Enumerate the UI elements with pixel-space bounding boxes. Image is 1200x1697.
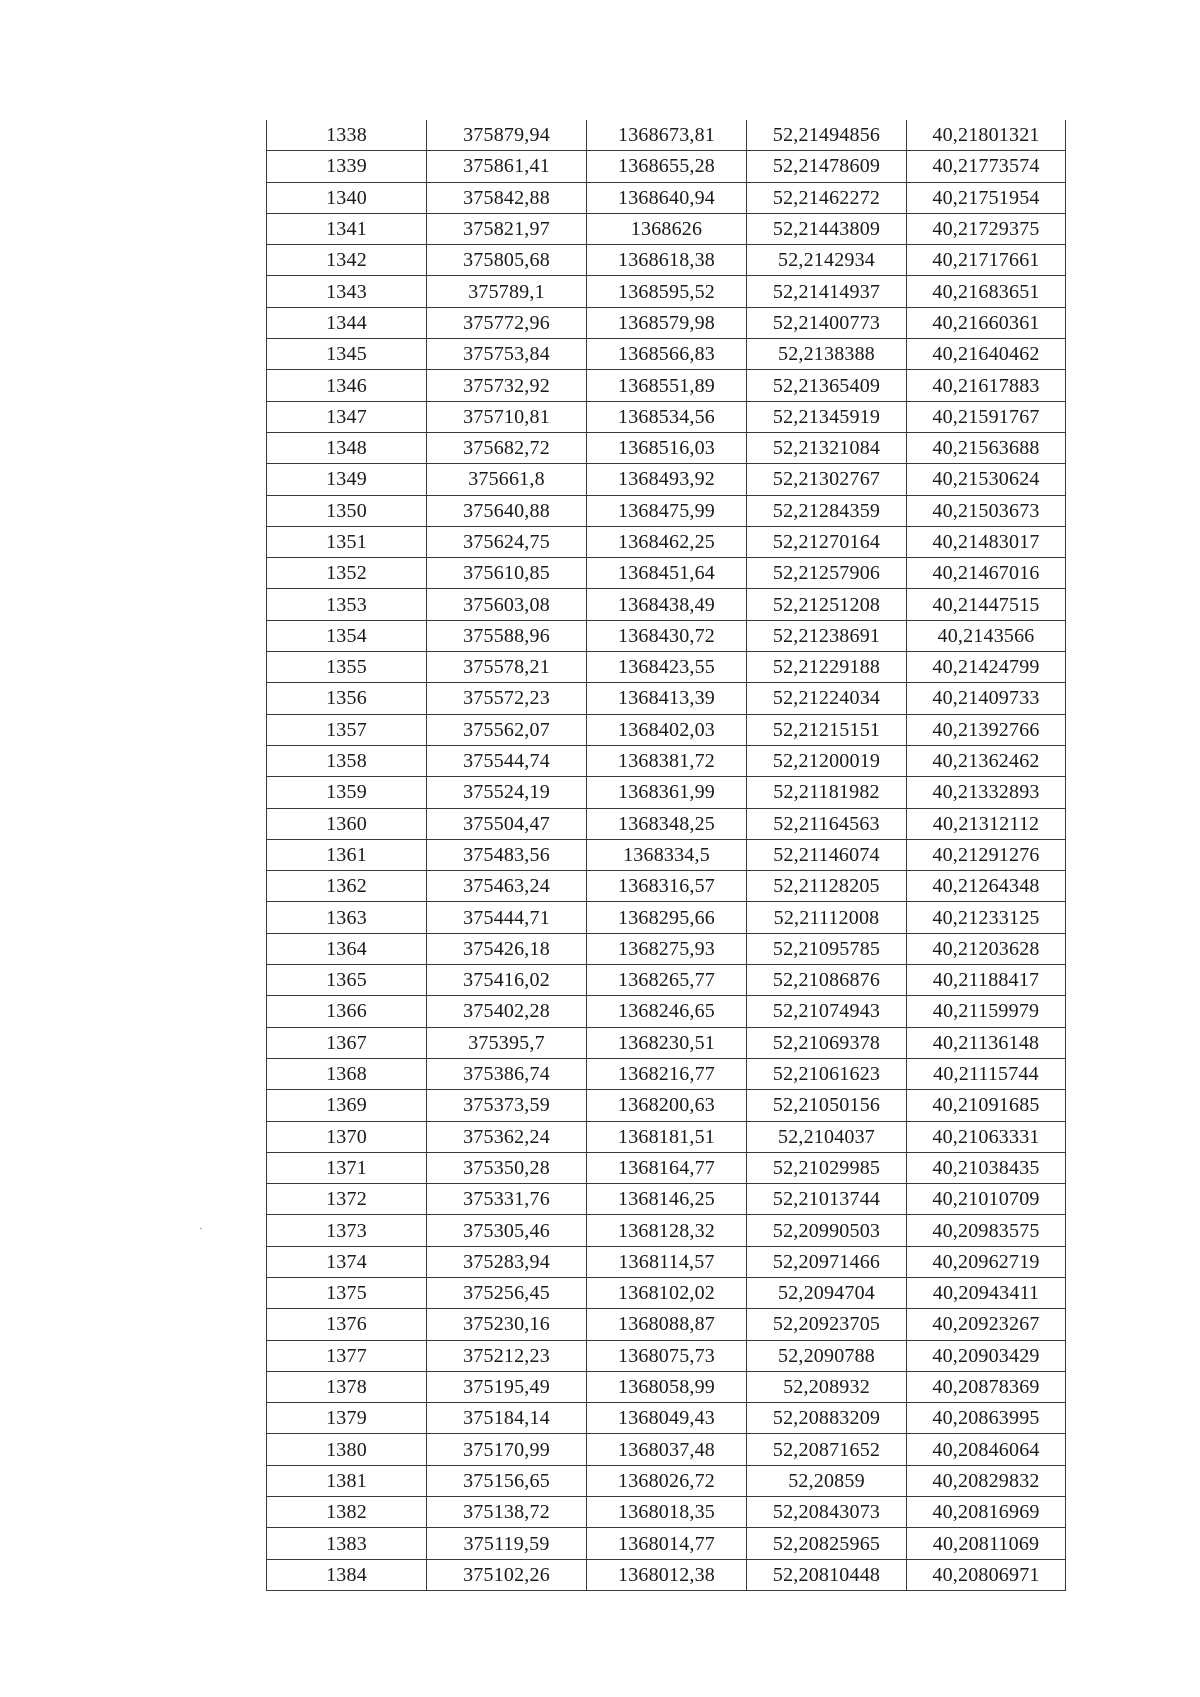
table-row	[267, 464, 1066, 495]
y-coordinate-cell: 1368462,25	[587, 526, 747, 557]
x-coordinate-cell: 375402,28	[427, 996, 587, 1027]
point-number-cell: 1359	[267, 777, 427, 808]
longitude-cell: 40,21617883	[907, 370, 1066, 401]
table-row	[267, 120, 1066, 151]
y-coordinate-cell: 1368413,39	[587, 683, 747, 714]
y-coordinate-cell: 1368018,35	[587, 1497, 747, 1528]
latitude-cell: 52,2138388	[747, 339, 907, 370]
y-coordinate-cell: 1368012,38	[587, 1559, 747, 1590]
table-row	[267, 1152, 1066, 1183]
longitude-cell: 40,21010709	[907, 1184, 1066, 1215]
y-coordinate-cell: 1368361,99	[587, 777, 747, 808]
y-coordinate-cell: 1368265,77	[587, 965, 747, 996]
longitude-cell: 40,21424799	[907, 652, 1066, 683]
table-row	[267, 1465, 1066, 1496]
point-number-cell: 1384	[267, 1559, 427, 1590]
x-coordinate-cell: 375710,81	[427, 401, 587, 432]
table-row	[267, 1184, 1066, 1215]
latitude-cell: 52,20843073	[747, 1497, 907, 1528]
latitude-cell: 52,21013744	[747, 1184, 907, 1215]
y-coordinate-cell: 1368534,56	[587, 401, 747, 432]
latitude-cell: 52,2104037	[747, 1121, 907, 1152]
latitude-cell: 52,21181982	[747, 777, 907, 808]
y-coordinate-cell: 1368402,03	[587, 714, 747, 745]
table-row	[267, 213, 1066, 244]
longitude-cell: 40,21640462	[907, 339, 1066, 370]
y-coordinate-cell: 1368348,25	[587, 808, 747, 839]
x-coordinate-cell: 375212,23	[427, 1340, 587, 1371]
longitude-cell: 40,21591767	[907, 401, 1066, 432]
latitude-cell: 52,21365409	[747, 370, 907, 401]
x-coordinate-cell: 375578,21	[427, 652, 587, 683]
longitude-cell: 40,21409733	[907, 683, 1066, 714]
latitude-cell: 52,20810448	[747, 1559, 907, 1590]
x-coordinate-cell: 375426,18	[427, 933, 587, 964]
point-number-cell: 1347	[267, 401, 427, 432]
longitude-cell: 40,21115744	[907, 1058, 1066, 1089]
point-number-cell: 1370	[267, 1121, 427, 1152]
point-number-cell: 1381	[267, 1465, 427, 1496]
point-number-cell: 1355	[267, 652, 427, 683]
longitude-cell: 40,20806971	[907, 1559, 1066, 1590]
point-number-cell: 1351	[267, 526, 427, 557]
table-row	[267, 276, 1066, 307]
point-number-cell: 1339	[267, 151, 427, 182]
longitude-cell: 40,21159979	[907, 996, 1066, 1027]
point-number-cell: 1382	[267, 1497, 427, 1528]
latitude-cell: 52,21061623	[747, 1058, 907, 1089]
point-number-cell: 1341	[267, 213, 427, 244]
longitude-cell: 40,21751954	[907, 182, 1066, 213]
point-number-cell: 1338	[267, 120, 427, 151]
point-number-cell: 1356	[267, 683, 427, 714]
latitude-cell: 52,21270164	[747, 526, 907, 557]
longitude-cell: 40,21091685	[907, 1090, 1066, 1121]
x-coordinate-cell: 375879,94	[427, 120, 587, 151]
table-row	[267, 1215, 1066, 1246]
y-coordinate-cell: 1368246,65	[587, 996, 747, 1027]
x-coordinate-cell: 375444,71	[427, 902, 587, 933]
longitude-cell: 40,20878369	[907, 1371, 1066, 1402]
latitude-cell: 52,21095785	[747, 933, 907, 964]
table-row	[267, 683, 1066, 714]
x-coordinate-cell: 375416,02	[427, 965, 587, 996]
latitude-cell: 52,21478609	[747, 151, 907, 182]
table-row	[267, 902, 1066, 933]
latitude-cell: 52,20923705	[747, 1309, 907, 1340]
table-row	[267, 996, 1066, 1027]
longitude-cell: 40,21801321	[907, 120, 1066, 151]
table-row	[267, 432, 1066, 463]
scan-speck	[200, 1228, 202, 1229]
longitude-cell: 40,21136148	[907, 1027, 1066, 1058]
y-coordinate-cell: 1368164,77	[587, 1152, 747, 1183]
x-coordinate-cell: 375483,56	[427, 839, 587, 870]
point-number-cell: 1374	[267, 1246, 427, 1277]
table-row	[267, 808, 1066, 839]
longitude-cell: 40,20829832	[907, 1465, 1066, 1496]
table-row	[267, 1121, 1066, 1152]
table-row	[267, 370, 1066, 401]
x-coordinate-cell: 375732,92	[427, 370, 587, 401]
table-row	[267, 1058, 1066, 1089]
point-number-cell: 1364	[267, 933, 427, 964]
longitude-cell: 40,20863995	[907, 1403, 1066, 1434]
table-row	[267, 839, 1066, 870]
y-coordinate-cell: 1368230,51	[587, 1027, 747, 1058]
table-row	[267, 151, 1066, 182]
latitude-cell: 52,20990503	[747, 1215, 907, 1246]
longitude-cell: 40,21291276	[907, 839, 1066, 870]
point-number-cell: 1348	[267, 432, 427, 463]
coordinates-table-body	[267, 120, 1066, 1590]
latitude-cell: 52,21086876	[747, 965, 907, 996]
table-row	[267, 495, 1066, 526]
y-coordinate-cell: 1368475,99	[587, 495, 747, 526]
y-coordinate-cell: 1368438,49	[587, 589, 747, 620]
latitude-cell: 52,20883209	[747, 1403, 907, 1434]
x-coordinate-cell: 375544,74	[427, 745, 587, 776]
table-row	[267, 1403, 1066, 1434]
y-coordinate-cell: 1368037,48	[587, 1434, 747, 1465]
y-coordinate-cell: 1368451,64	[587, 558, 747, 589]
x-coordinate-cell: 375772,96	[427, 307, 587, 338]
table-row	[267, 1340, 1066, 1371]
longitude-cell: 40,21447515	[907, 589, 1066, 620]
x-coordinate-cell: 375230,16	[427, 1309, 587, 1340]
table-row	[267, 652, 1066, 683]
longitude-cell: 40,21683651	[907, 276, 1066, 307]
point-number-cell: 1350	[267, 495, 427, 526]
latitude-cell: 52,20971466	[747, 1246, 907, 1277]
latitude-cell: 52,21251208	[747, 589, 907, 620]
x-coordinate-cell: 375753,84	[427, 339, 587, 370]
point-number-cell: 1377	[267, 1340, 427, 1371]
point-number-cell: 1349	[267, 464, 427, 495]
point-number-cell: 1378	[267, 1371, 427, 1402]
y-coordinate-cell: 1368334,5	[587, 839, 747, 870]
y-coordinate-cell: 1368058,99	[587, 1371, 747, 1402]
latitude-cell: 52,21284359	[747, 495, 907, 526]
latitude-cell: 52,21443809	[747, 213, 907, 244]
longitude-cell: 40,20923267	[907, 1309, 1066, 1340]
longitude-cell: 40,2143566	[907, 620, 1066, 651]
y-coordinate-cell: 1368595,52	[587, 276, 747, 307]
point-number-cell: 1357	[267, 714, 427, 745]
latitude-cell: 52,208932	[747, 1371, 907, 1402]
longitude-cell: 40,21773574	[907, 151, 1066, 182]
table-row	[267, 1371, 1066, 1402]
point-number-cell: 1353	[267, 589, 427, 620]
y-coordinate-cell: 1368316,57	[587, 871, 747, 902]
latitude-cell: 52,21229188	[747, 652, 907, 683]
table-row	[267, 526, 1066, 557]
longitude-cell: 40,21203628	[907, 933, 1066, 964]
y-coordinate-cell: 1368640,94	[587, 182, 747, 213]
longitude-cell: 40,21660361	[907, 307, 1066, 338]
y-coordinate-cell: 1368516,03	[587, 432, 747, 463]
longitude-cell: 40,21503673	[907, 495, 1066, 526]
longitude-cell: 40,21264348	[907, 871, 1066, 902]
x-coordinate-cell: 375395,7	[427, 1027, 587, 1058]
latitude-cell: 52,21069378	[747, 1027, 907, 1058]
latitude-cell: 52,2090788	[747, 1340, 907, 1371]
table-row	[267, 1246, 1066, 1277]
x-coordinate-cell: 375624,75	[427, 526, 587, 557]
table-row	[267, 1277, 1066, 1308]
point-number-cell: 1373	[267, 1215, 427, 1246]
y-coordinate-cell: 1368102,02	[587, 1277, 747, 1308]
x-coordinate-cell: 375386,74	[427, 1058, 587, 1089]
point-number-cell: 1361	[267, 839, 427, 870]
latitude-cell: 52,20859	[747, 1465, 907, 1496]
y-coordinate-cell: 1368026,72	[587, 1465, 747, 1496]
longitude-cell: 40,20846064	[907, 1434, 1066, 1465]
latitude-cell: 52,21238691	[747, 620, 907, 651]
x-coordinate-cell: 375610,85	[427, 558, 587, 589]
x-coordinate-cell: 375661,8	[427, 464, 587, 495]
longitude-cell: 40,20983575	[907, 1215, 1066, 1246]
x-coordinate-cell: 375640,88	[427, 495, 587, 526]
longitude-cell: 40,20903429	[907, 1340, 1066, 1371]
y-coordinate-cell: 1368295,66	[587, 902, 747, 933]
longitude-cell: 40,21483017	[907, 526, 1066, 557]
longitude-cell: 40,20811069	[907, 1528, 1066, 1559]
longitude-cell: 40,21188417	[907, 965, 1066, 996]
y-coordinate-cell: 1368181,51	[587, 1121, 747, 1152]
latitude-cell: 52,21257906	[747, 558, 907, 589]
table-row	[267, 1090, 1066, 1121]
table-row	[267, 871, 1066, 902]
x-coordinate-cell: 375682,72	[427, 432, 587, 463]
x-coordinate-cell: 375588,96	[427, 620, 587, 651]
table-row	[267, 1309, 1066, 1340]
latitude-cell: 52,21200019	[747, 745, 907, 776]
point-number-cell: 1366	[267, 996, 427, 1027]
y-coordinate-cell: 1368114,57	[587, 1246, 747, 1277]
point-number-cell: 1352	[267, 558, 427, 589]
longitude-cell: 40,21530624	[907, 464, 1066, 495]
latitude-cell: 52,21462272	[747, 182, 907, 213]
latitude-cell: 52,21128205	[747, 871, 907, 902]
longitude-cell: 40,21729375	[907, 213, 1066, 244]
x-coordinate-cell: 375331,76	[427, 1184, 587, 1215]
y-coordinate-cell: 1368579,98	[587, 307, 747, 338]
longitude-cell: 40,21233125	[907, 902, 1066, 933]
x-coordinate-cell: 375842,88	[427, 182, 587, 213]
y-coordinate-cell: 1368626	[587, 213, 747, 244]
longitude-cell: 40,21467016	[907, 558, 1066, 589]
x-coordinate-cell: 375504,47	[427, 808, 587, 839]
x-coordinate-cell: 375463,24	[427, 871, 587, 902]
coordinates-table	[266, 120, 1066, 1591]
x-coordinate-cell: 375195,49	[427, 1371, 587, 1402]
x-coordinate-cell: 375305,46	[427, 1215, 587, 1246]
x-coordinate-cell: 375524,19	[427, 777, 587, 808]
table-row	[267, 777, 1066, 808]
table-row	[267, 401, 1066, 432]
point-number-cell: 1346	[267, 370, 427, 401]
table-row	[267, 1027, 1066, 1058]
point-number-cell: 1365	[267, 965, 427, 996]
table-row	[267, 933, 1066, 964]
y-coordinate-cell: 1368423,55	[587, 652, 747, 683]
point-number-cell: 1358	[267, 745, 427, 776]
x-coordinate-cell: 375184,14	[427, 1403, 587, 1434]
x-coordinate-cell: 375256,45	[427, 1277, 587, 1308]
longitude-cell: 40,21717661	[907, 245, 1066, 276]
latitude-cell: 52,21050156	[747, 1090, 907, 1121]
table-row	[267, 558, 1066, 589]
latitude-cell: 52,21215151	[747, 714, 907, 745]
x-coordinate-cell: 375572,23	[427, 683, 587, 714]
table-row	[267, 245, 1066, 276]
point-number-cell: 1376	[267, 1309, 427, 1340]
y-coordinate-cell: 1368566,83	[587, 339, 747, 370]
y-coordinate-cell: 1368618,38	[587, 245, 747, 276]
longitude-cell: 40,21362462	[907, 745, 1066, 776]
y-coordinate-cell: 1368128,32	[587, 1215, 747, 1246]
x-coordinate-cell: 375283,94	[427, 1246, 587, 1277]
longitude-cell: 40,20943411	[907, 1277, 1066, 1308]
longitude-cell: 40,21038435	[907, 1152, 1066, 1183]
y-coordinate-cell: 1368049,43	[587, 1403, 747, 1434]
point-number-cell: 1369	[267, 1090, 427, 1121]
latitude-cell: 52,21321084	[747, 432, 907, 463]
latitude-cell: 52,21074943	[747, 996, 907, 1027]
x-coordinate-cell: 375603,08	[427, 589, 587, 620]
y-coordinate-cell: 1368014,77	[587, 1528, 747, 1559]
longitude-cell: 40,21063331	[907, 1121, 1066, 1152]
latitude-cell: 52,21164563	[747, 808, 907, 839]
latitude-cell: 52,21345919	[747, 401, 907, 432]
x-coordinate-cell: 375821,97	[427, 213, 587, 244]
x-coordinate-cell: 375156,65	[427, 1465, 587, 1496]
x-coordinate-cell: 375562,07	[427, 714, 587, 745]
latitude-cell: 52,21302767	[747, 464, 907, 495]
x-coordinate-cell: 375138,72	[427, 1497, 587, 1528]
y-coordinate-cell: 1368493,92	[587, 464, 747, 495]
longitude-cell: 40,21312112	[907, 808, 1066, 839]
point-number-cell: 1368	[267, 1058, 427, 1089]
longitude-cell: 40,20962719	[907, 1246, 1066, 1277]
x-coordinate-cell: 375170,99	[427, 1434, 587, 1465]
latitude-cell: 52,2094704	[747, 1277, 907, 1308]
x-coordinate-cell: 375861,41	[427, 151, 587, 182]
y-coordinate-cell: 1368146,25	[587, 1184, 747, 1215]
point-number-cell: 1344	[267, 307, 427, 338]
y-coordinate-cell: 1368551,89	[587, 370, 747, 401]
latitude-cell: 52,21494856	[747, 120, 907, 151]
point-number-cell: 1383	[267, 1528, 427, 1559]
x-coordinate-cell: 375350,28	[427, 1152, 587, 1183]
x-coordinate-cell: 375373,59	[427, 1090, 587, 1121]
point-number-cell: 1380	[267, 1434, 427, 1465]
point-number-cell: 1345	[267, 339, 427, 370]
latitude-cell: 52,21224034	[747, 683, 907, 714]
point-number-cell: 1354	[267, 620, 427, 651]
longitude-cell: 40,20816969	[907, 1497, 1066, 1528]
y-coordinate-cell: 1368088,87	[587, 1309, 747, 1340]
table-row	[267, 1434, 1066, 1465]
point-number-cell: 1343	[267, 276, 427, 307]
point-number-cell: 1372	[267, 1184, 427, 1215]
x-coordinate-cell: 375789,1	[427, 276, 587, 307]
y-coordinate-cell: 1368673,81	[587, 120, 747, 151]
table-row	[267, 965, 1066, 996]
point-number-cell: 1363	[267, 902, 427, 933]
point-number-cell: 1360	[267, 808, 427, 839]
table-row	[267, 307, 1066, 338]
table-row	[267, 620, 1066, 651]
latitude-cell: 52,20825965	[747, 1528, 907, 1559]
y-coordinate-cell: 1368430,72	[587, 620, 747, 651]
x-coordinate-cell: 375119,59	[427, 1528, 587, 1559]
y-coordinate-cell: 1368275,93	[587, 933, 747, 964]
x-coordinate-cell: 375102,26	[427, 1559, 587, 1590]
point-number-cell: 1362	[267, 871, 427, 902]
latitude-cell: 52,21029985	[747, 1152, 907, 1183]
latitude-cell: 52,20871652	[747, 1434, 907, 1465]
longitude-cell: 40,21563688	[907, 432, 1066, 463]
y-coordinate-cell: 1368216,77	[587, 1058, 747, 1089]
table-row	[267, 1559, 1066, 1590]
table-row	[267, 339, 1066, 370]
longitude-cell: 40,21392766	[907, 714, 1066, 745]
y-coordinate-cell: 1368381,72	[587, 745, 747, 776]
y-coordinate-cell: 1368075,73	[587, 1340, 747, 1371]
point-number-cell: 1375	[267, 1277, 427, 1308]
point-number-cell: 1340	[267, 182, 427, 213]
point-number-cell: 1342	[267, 245, 427, 276]
table-row	[267, 589, 1066, 620]
longitude-cell: 40,21332893	[907, 777, 1066, 808]
table-row	[267, 745, 1066, 776]
latitude-cell: 52,2142934	[747, 245, 907, 276]
latitude-cell: 52,21414937	[747, 276, 907, 307]
latitude-cell: 52,21112008	[747, 902, 907, 933]
table-row	[267, 1528, 1066, 1559]
x-coordinate-cell: 375362,24	[427, 1121, 587, 1152]
point-number-cell: 1367	[267, 1027, 427, 1058]
table-row	[267, 1497, 1066, 1528]
table-row	[267, 182, 1066, 213]
x-coordinate-cell: 375805,68	[427, 245, 587, 276]
latitude-cell: 52,21146074	[747, 839, 907, 870]
y-coordinate-cell: 1368200,63	[587, 1090, 747, 1121]
y-coordinate-cell: 1368655,28	[587, 151, 747, 182]
point-number-cell: 1371	[267, 1152, 427, 1183]
table-row	[267, 714, 1066, 745]
point-number-cell: 1379	[267, 1403, 427, 1434]
latitude-cell: 52,21400773	[747, 307, 907, 338]
